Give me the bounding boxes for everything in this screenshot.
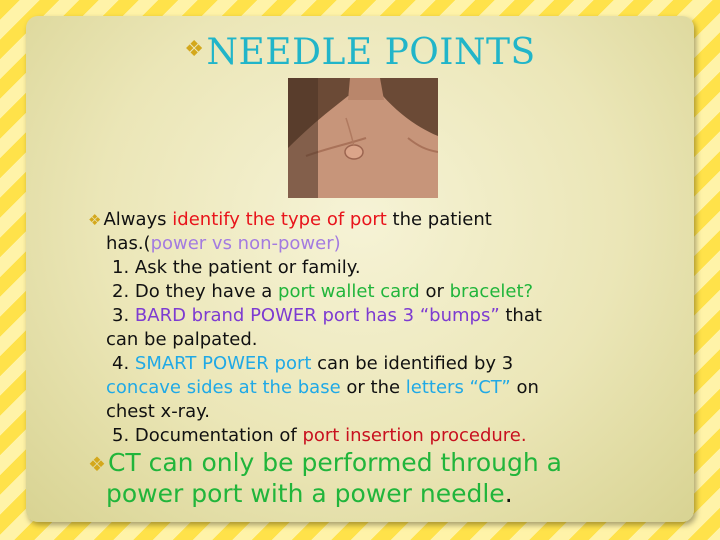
bullet-1-line2-text: has.( [106, 233, 151, 254]
port-photo [288, 78, 438, 198]
sub-item-4-line2-mid: or the [340, 377, 406, 398]
sub-item-1-text: 1. Ask the patient or family. [112, 257, 361, 278]
sub-item-4-highlight: SMART POWER port [134, 353, 312, 374]
sub-item-2 [88, 280, 688, 304]
sub-item-4-text-end: can be identified by 3 [311, 353, 514, 374]
bullet-1-line2-highlight: power vs non-power) [150, 233, 341, 254]
title-text: NEEDLE POINTS [206, 32, 536, 73]
bullet-2-line-1 [88, 448, 688, 479]
bullet-2-period: . [504, 479, 513, 508]
sub-item-5-text: 5. Documentation of [112, 425, 303, 446]
sub-item-2-text: 2. Do they have a [112, 281, 279, 302]
slide-title [0, 32, 720, 73]
sub-item-4-line3-text: chest x-ray. [106, 401, 210, 422]
sub-item-3-text-end: that [499, 305, 542, 326]
sub-item-2-highlight-2: bracelet? [449, 281, 534, 302]
diamond-bullet-icon: ❖ [184, 37, 205, 62]
slide-content [88, 208, 688, 509]
sub-item-2-highlight-1: port wallet card [278, 281, 420, 302]
bullet-1-text: Always [103, 209, 173, 230]
sub-item-1 [88, 256, 688, 280]
sub-item-4-line-3 [88, 400, 688, 424]
sub-item-5-highlight: port insertion procedure. [302, 425, 527, 446]
bullet-2-text: CT can only be performed through a [107, 448, 563, 477]
sub-item-3 [88, 304, 688, 328]
diamond-bullet-icon: ❖ [88, 211, 102, 229]
sub-item-3-line-2 [88, 328, 688, 352]
sub-item-4-line2-highlight-1: concave sides at the base [106, 377, 341, 398]
sub-item-4-number: 4. [112, 353, 135, 374]
sub-item-4-line2-end: on [510, 377, 539, 398]
sub-item-4 [88, 352, 688, 376]
port-photo-illustration [288, 78, 438, 198]
sub-item-3-line2-text: can be palpated. [106, 329, 258, 350]
sub-item-2-mid: or [419, 281, 450, 302]
bullet-1-highlight: identify the type of port [172, 209, 387, 230]
diamond-bullet-icon: ❖ [88, 452, 106, 476]
sub-item-4-line-2 [88, 376, 688, 400]
bullet-1-line-1 [88, 208, 688, 232]
sub-item-3-number: 3. [112, 305, 135, 326]
sub-item-5 [88, 424, 688, 448]
bullet-1-text-end: the patient [386, 209, 492, 230]
sub-item-3-highlight: BARD brand POWER port has 3 “bumps” [134, 305, 500, 326]
bullet-1-line-2 [88, 232, 688, 256]
bullet-2-line-2 [88, 479, 688, 509]
sub-item-4-line2-highlight-2: letters “CT” [405, 377, 511, 398]
bullet-2-line2-text: power port with a power needle [106, 479, 505, 508]
